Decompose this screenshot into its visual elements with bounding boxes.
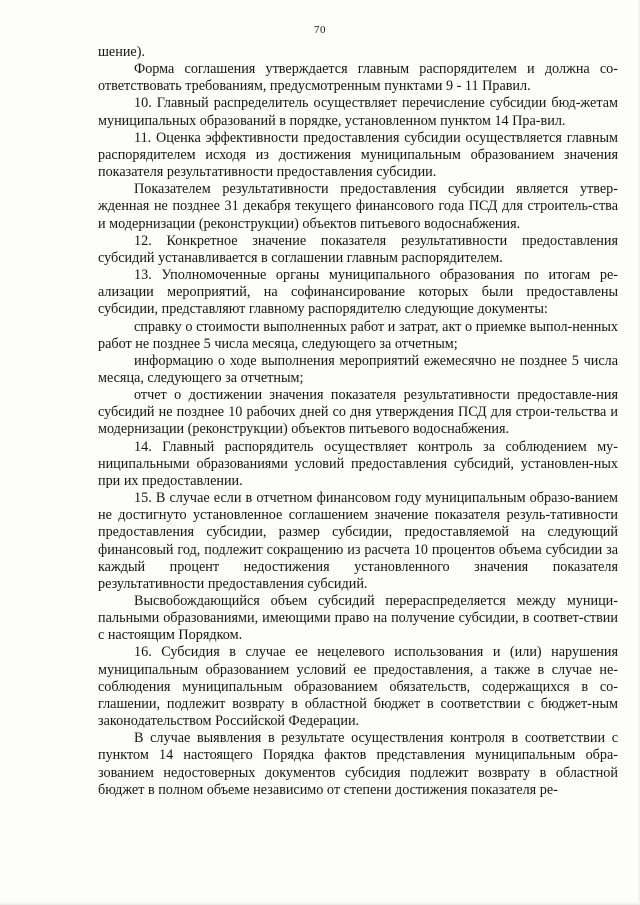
paragraph: шение).	[98, 44, 145, 60]
document-body	[98, 44, 618, 799]
paragraph: Показателем результативности предоставления субсидии является утвер-жденная не позднее 31 декабря текущего финансового года ПСД для строитель-ства и модернизации (реконструкции) объектов питьевого водоснабжения.	[98, 181, 618, 232]
paragraph: отчет о достижении значения показателя результативности предоставле-ния субсидий не позднее 10 рабочих дней со дня утверждения ПСД для строи-тельства и модернизации (реконструкции) объектов питьевого водоснабжения.	[98, 387, 618, 438]
paragraph: 14. Главный распорядитель осуществляет контроль за соблюдением му-ниципальными образованиями условий предоставления субсидий, установлен-ных при их предоставлении.	[98, 438, 618, 489]
paragraph: информацию о ходе выполнения мероприятий ежемесячно не позднее 5 числа месяца, следующего за отчетным;	[98, 352, 618, 386]
paragraph: 12. Конкретное значение показателя результативности предоставления субсидий устанавливается в соглашении главным распорядителем.	[98, 232, 618, 266]
paragraph: справку о стоимости выполненных работ и затрат, акт о приемке выпол-ненных работ не позднее 5 числа месяца, следующего за отчетным;	[98, 318, 618, 352]
paragraph: В случае выявления в результате осуществления контроля в соответствии с пунктом 14 настоящего Порядка фактов представления муниципальным обра-зованием недостоверных документов субсидия подлежит возврату в областной бюджет в полном объеме независимо от степени достижения показателя ре-	[98, 730, 618, 798]
paragraph: 13. Уполномоченные органы муниципального образования по итогам ре-ализации мероприятий, на софинансирование которых были предоставлены субсидии, представляют главному распорядителю следующие документы:	[98, 267, 618, 318]
paragraph: Высвобождающийся объем субсидий перераспределяется между муници-пальными образованиями, имеющими право на получение субсидии, в соответ-ствии с настоящим Порядком.	[98, 593, 618, 644]
paragraph: 16. Субсидия в случае ее нецелевого использования и (или) нарушения муниципальным образованием условий ее предоставления, а также в случае не-соблюдения муниципальным образованием обязательств, содержащихся в со-глашении, подлежит возврату в областной бюджет в соответствии с бюджет-ным законодательством Российской Федерации.	[98, 644, 618, 730]
page-number: 70	[314, 24, 326, 36]
paragraph: 15. В случае если в отчетном финансовом году муниципальным образо-ванием не достигнуто установленное соглашением значение показателя резуль-тативности предоставления субсидии, размер субсидии, предоставляемой на следующий финансовый год, подлежит сокращению из расчета 10 процентов объема субсидии за каждый процент недостижения установленного значения показателя результативности предоставления субсидий.	[98, 490, 618, 592]
paragraph: Форма соглашения утверждается главным распорядителем и должна со-ответствовать требованиям, предусмотренным пунктами 9 - 11 Правил.	[98, 61, 618, 95]
paragraph: 11. Оценка эффективности предоставления субсидии осуществляется главным распорядителем исходя из достижения муниципальным образованием значения показателя результативности предоставления субсидии.	[98, 129, 618, 181]
paragraph: 10. Главный распределитель осуществляет перечисление субсидии бюд-жетам муниципальных образований в порядке, установленном пунктом 14 Пра-вил.	[98, 95, 618, 129]
